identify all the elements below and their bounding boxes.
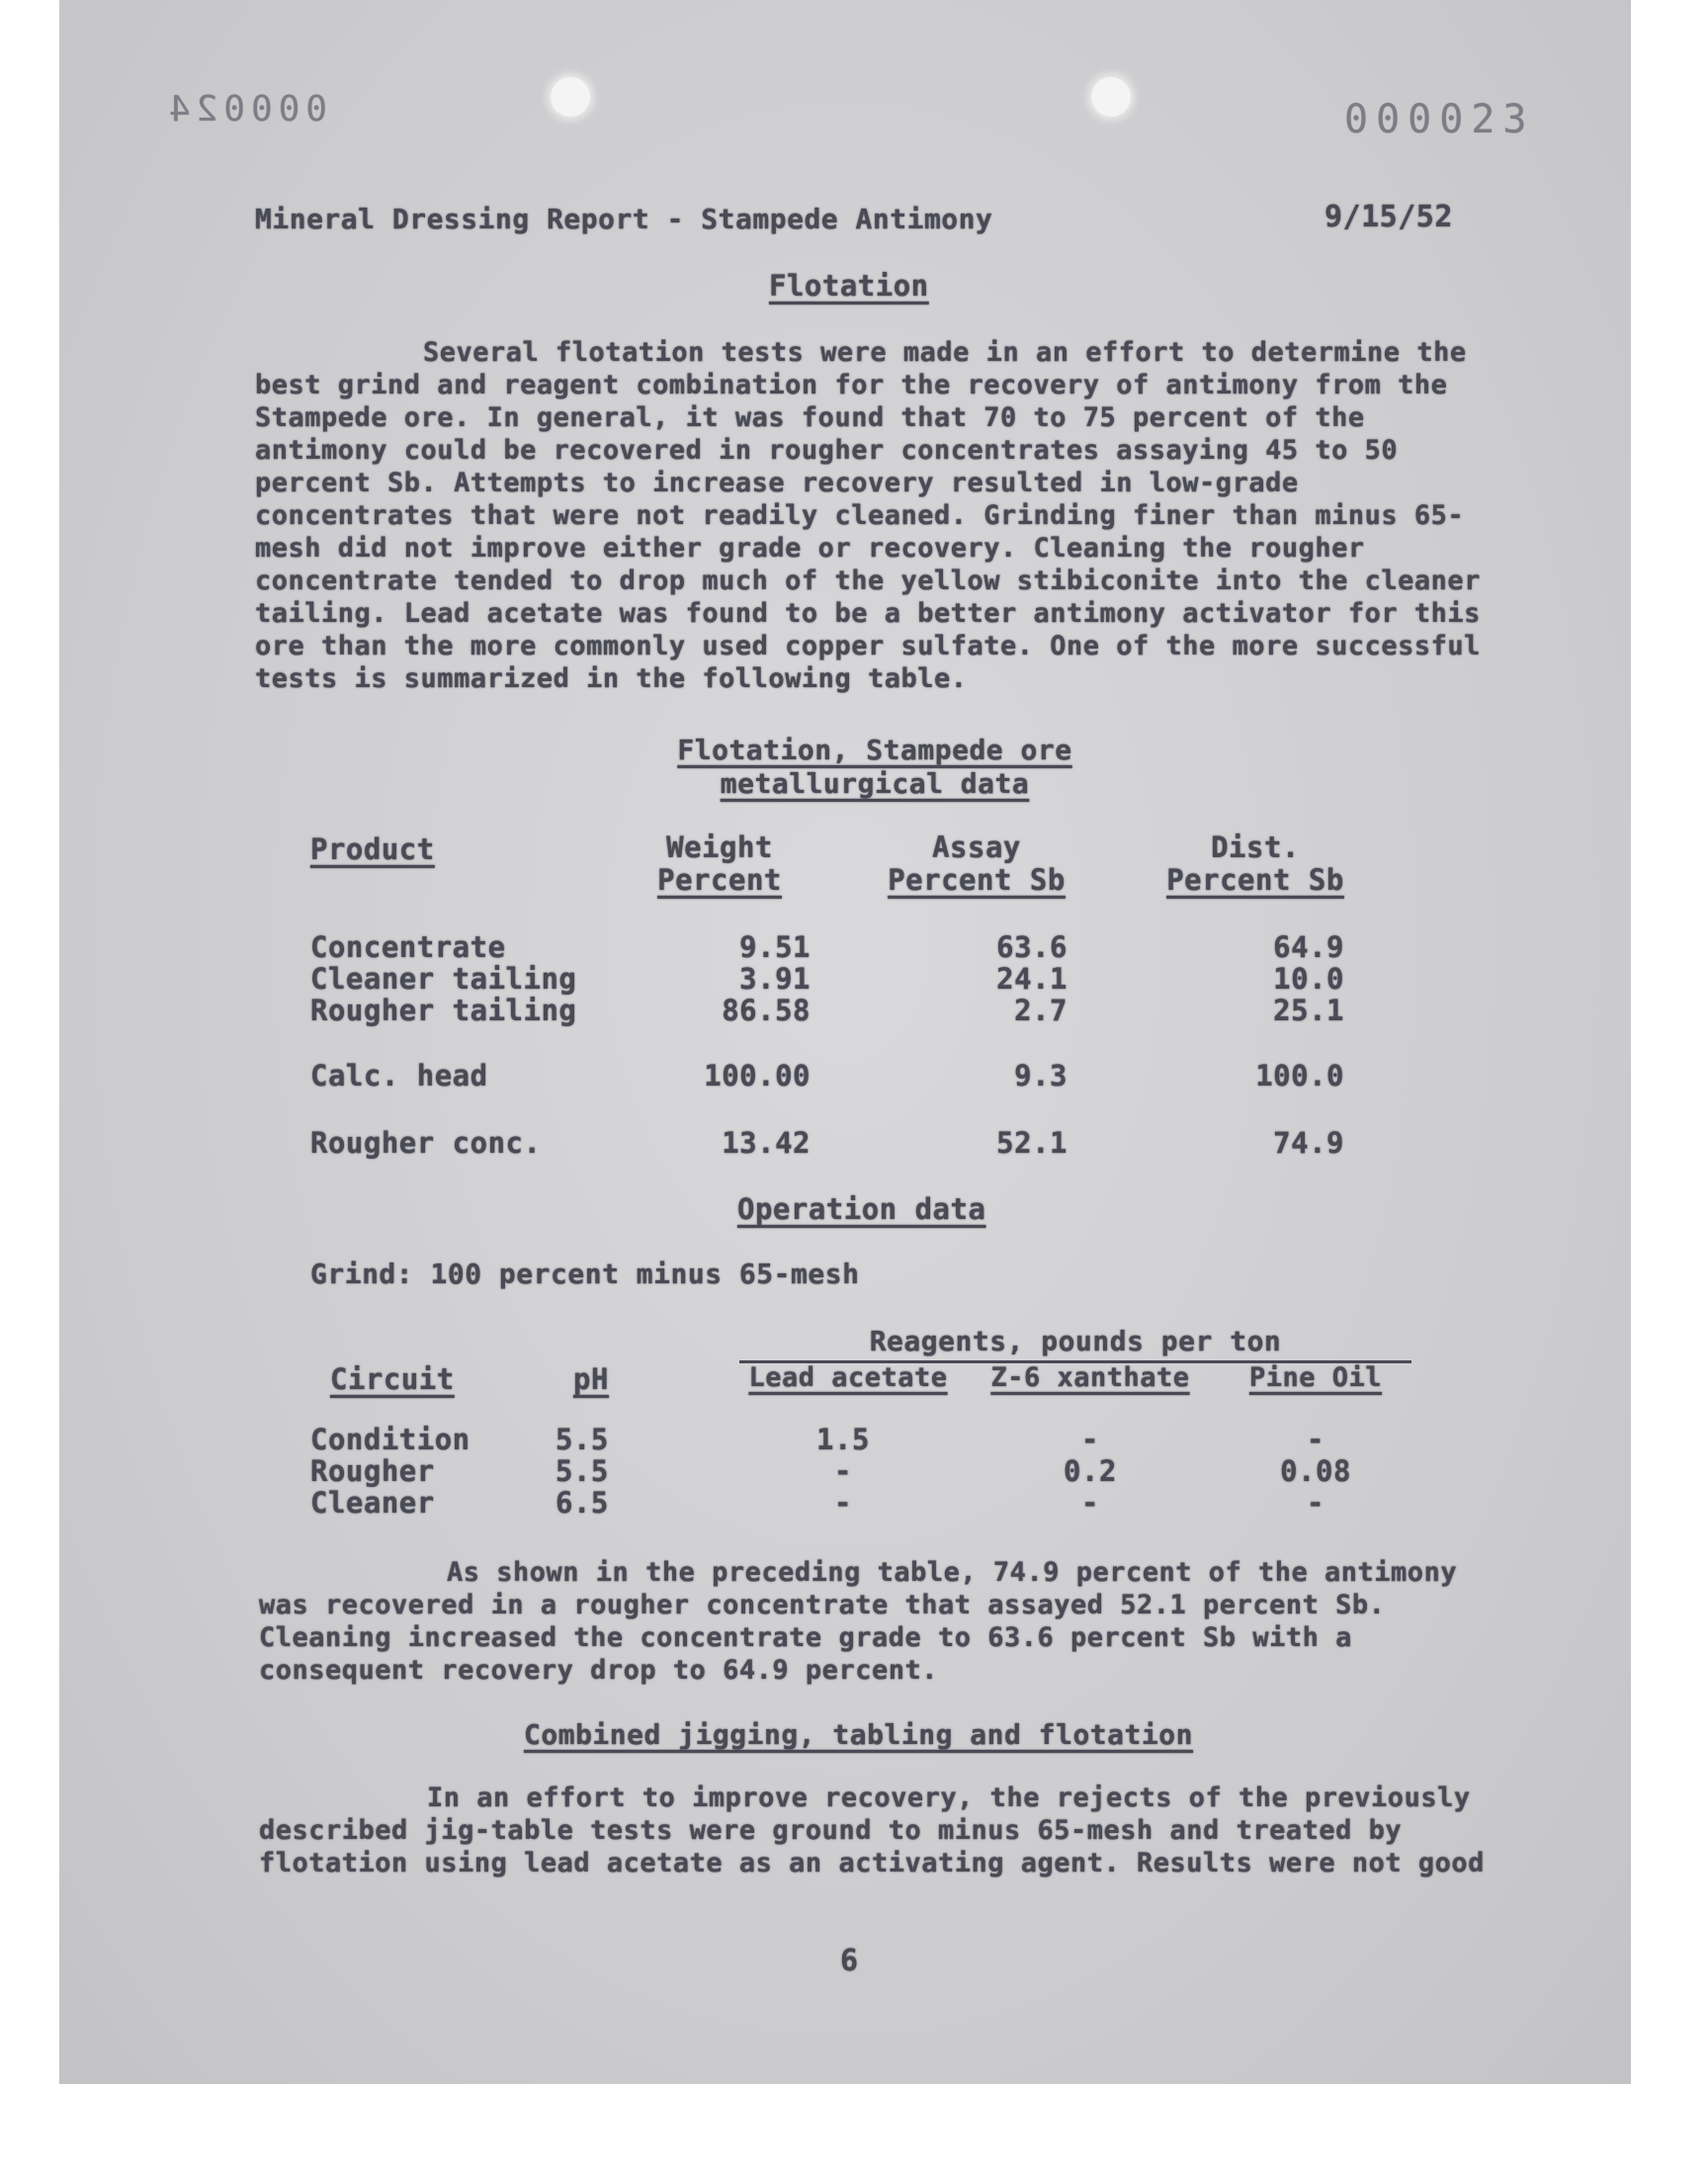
op-row-lead: - — [834, 1486, 852, 1520]
op-row-pine: - — [1307, 1486, 1324, 1520]
row-product: Cleaner tailing — [310, 962, 577, 996]
section-heading-combined: Combined jigging, tabling and flotation — [524, 1718, 1193, 1751]
operation-data-heading: Operation data — [737, 1192, 986, 1226]
table1-title-line1: Flotation, Stampede ore — [677, 734, 1072, 766]
punch-hole-right — [1091, 77, 1131, 117]
grind-line: Grind: 100 percent minus 65-mesh — [310, 1258, 860, 1290]
row-assay: 63.6 — [996, 930, 1068, 964]
row-product: Concentrate — [310, 930, 506, 964]
reagents-header: Reagents, pounds per ton — [869, 1325, 1282, 1357]
header-assay-line1: Assay — [932, 830, 1021, 864]
header-assay-line2: Percent Sb — [888, 863, 1066, 897]
row-assay: 52.1 — [996, 1126, 1068, 1160]
row-assay: 9.3 — [1014, 1059, 1068, 1092]
op-row-xanthate: - — [1081, 1486, 1099, 1520]
results-paragraph: As shown in the preceding table, 74.9 percent of the antimony was recovered in a rougher concentrate that assayed 52.1 percent Sb. Cleaning increased the concentrate grade to 63.6 percent Sb with a consequent recovery drop to 64.9 percent. — [259, 1557, 1458, 1686]
op-row-circuit: Rougher — [310, 1454, 435, 1488]
op-row-lead: - — [834, 1454, 852, 1488]
report-date: 9/15/52 — [1324, 200, 1453, 234]
row-weight: 3.91 — [739, 962, 811, 996]
op-row-lead: 1.5 — [816, 1423, 870, 1456]
header-dist-line2: Percent Sb — [1166, 863, 1344, 897]
report-title: Mineral Dressing Report - Stampede Antimony — [255, 203, 993, 235]
header-pine-oil: Pine Oil — [1248, 1362, 1383, 1393]
op-row-pine: - — [1307, 1423, 1324, 1456]
row-dist: 64.9 — [1273, 930, 1344, 964]
row-dist: 25.1 — [1273, 994, 1344, 1027]
row-weight: 86.58 — [722, 994, 811, 1027]
row-assay: 2.7 — [1014, 994, 1068, 1027]
op-row-xanthate: - — [1081, 1423, 1099, 1456]
header-product: Product — [310, 832, 435, 866]
row-assay: 24.1 — [996, 962, 1068, 996]
row-weight: 100.00 — [704, 1059, 811, 1092]
op-row-xanthate: 0.2 — [1064, 1454, 1117, 1488]
row-dist: 100.0 — [1255, 1059, 1344, 1092]
op-row-ph: 5.5 — [555, 1454, 609, 1488]
row-product: Rougher conc. — [310, 1126, 542, 1160]
table1-title-line2: metallurgical data — [720, 767, 1030, 800]
stamp-number-left: 000024 — [163, 89, 328, 130]
header-xanthate: Z-6 xanthate — [990, 1362, 1190, 1393]
op-row-ph: 6.5 — [555, 1486, 609, 1520]
header-weight-line2: Percent — [657, 863, 782, 897]
op-row-pine: 0.08 — [1280, 1454, 1351, 1488]
row-weight: 9.51 — [739, 930, 811, 964]
header-ph: pH — [573, 1362, 609, 1396]
flotation-paragraph: Several flotation tests were made in an effort to determine the best grind and reagent combination for the recovery of antimony from the Stampede ore. In general, it was found that 70 to 75 percent of the antimony could be recovered in rougher concentrates assaying 45 to 50 percent Sb. Attempts to increase recovery resulted in low-grade concentrates that were not readily cleaned. Grinding finer than minus 65-mesh did not improve either grade or recovery. Cleaning the rougher concentrate tended to drop much of the yellow stibiconite into the cleaner tailing. Lead acetate was found to be a better antimony activator for this ore than the more commonly used copper sulfate. One of the more successful tests is summarized in the following table. — [255, 337, 1481, 694]
row-product: Rougher tailing — [310, 994, 577, 1027]
section-heading-flotation: Flotation — [769, 269, 929, 303]
document-page — [59, 0, 1631, 2084]
op-row-ph: 5.5 — [555, 1423, 609, 1456]
header-circuit: Circuit — [330, 1362, 455, 1396]
op-row-circuit: Condition — [310, 1423, 470, 1456]
row-dist: 74.9 — [1273, 1126, 1344, 1160]
header-weight-line1: Weight — [666, 830, 773, 864]
header-dist-line1: Dist. — [1211, 830, 1300, 864]
punch-hole-left — [551, 77, 590, 117]
row-product: Calc. head — [310, 1059, 488, 1092]
header-lead-acetate: Lead acetate — [748, 1362, 948, 1393]
row-weight: 13.42 — [722, 1126, 811, 1160]
page-number: 6 — [840, 1944, 859, 1978]
row-dist: 10.0 — [1273, 962, 1344, 996]
combined-paragraph: In an effort to improve recovery, the rejects of the previously described jig-table tests were ground to minus 65-mesh and treated by flotation using lead acetate as an activating agent. Results were not good — [259, 1783, 1485, 1878]
stamp-number-right: 000023 — [1344, 97, 1535, 142]
op-row-circuit: Cleaner — [310, 1486, 435, 1520]
